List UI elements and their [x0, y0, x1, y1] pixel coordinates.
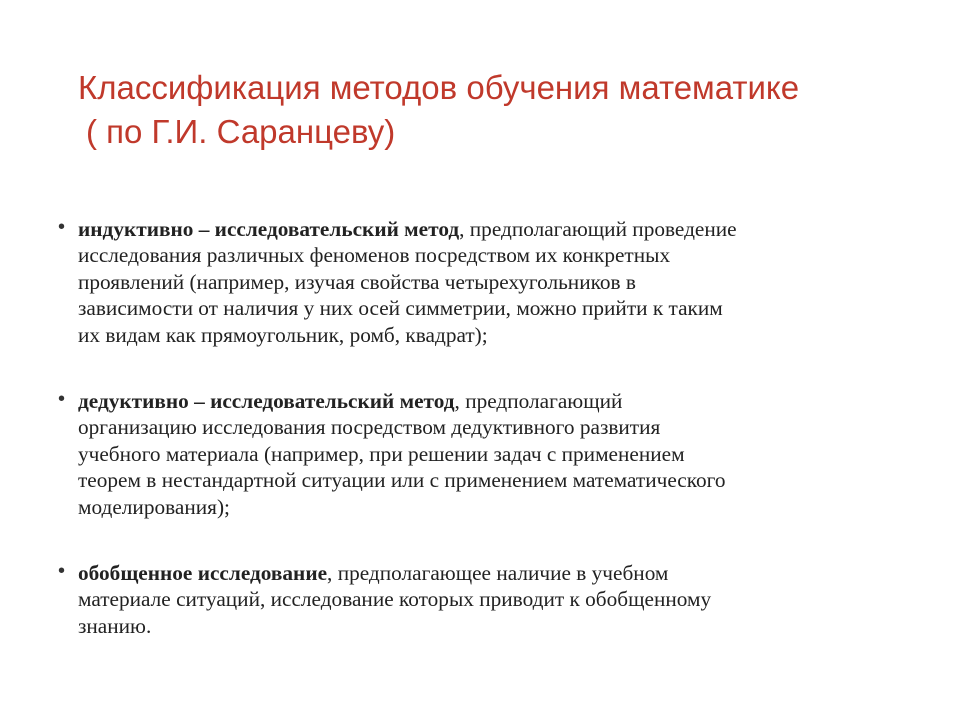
bullet-text: , предполагающий — [454, 389, 623, 414]
bullet-term: индуктивно – исследовательский метод — [78, 217, 460, 241]
bullet-line: теорем в нестандартной ситуации или с применением математического — [78, 468, 726, 493]
title-line-1: Классификация методов обучения математике — [78, 69, 800, 106]
bullet-item-inductive — [54, 216, 914, 348]
slide-title — [78, 66, 918, 154]
bullet-line: их видам как прямоугольник, ромб, квадрат); — [78, 322, 488, 347]
bullet-line: учебного материала (например, при решении задач с применением — [78, 441, 685, 466]
bullet-line: проявлений (например, изучая свойства четырехугольников в — [78, 269, 636, 294]
bullet-line: моделирования); — [78, 494, 230, 519]
bullet-first-line — [78, 216, 914, 242]
bullet-list — [54, 216, 914, 679]
bullet-line: знанию. — [78, 613, 152, 638]
bullet-text: , предполагающий проведение — [459, 217, 737, 241]
bullet-term: дедуктивно – исследовательский метод — [78, 389, 455, 414]
bullet-term: обобщенное исследование — [78, 561, 328, 586]
bullet-first-line — [78, 388, 914, 414]
title-line-2: ( по Г.И. Саранцеву) — [86, 113, 396, 150]
bullet-line: материале ситуаций, исследование которых приводит к обобщенному — [78, 587, 712, 612]
bullet-line: организацию исследования посредством дедуктивного развития — [78, 415, 661, 440]
bullet-text: , предполагающее наличие в учебном — [327, 561, 669, 586]
bullet-line: зависимости от наличия у них осей симметрии, можно прийти к таким — [78, 296, 723, 321]
bullet-first-line — [78, 560, 914, 586]
bullet-item-deductive — [54, 388, 914, 520]
bullet-line: исследования различных феноменов посредством их конкретных — [78, 243, 671, 268]
bullet-item-generalized — [54, 560, 914, 639]
